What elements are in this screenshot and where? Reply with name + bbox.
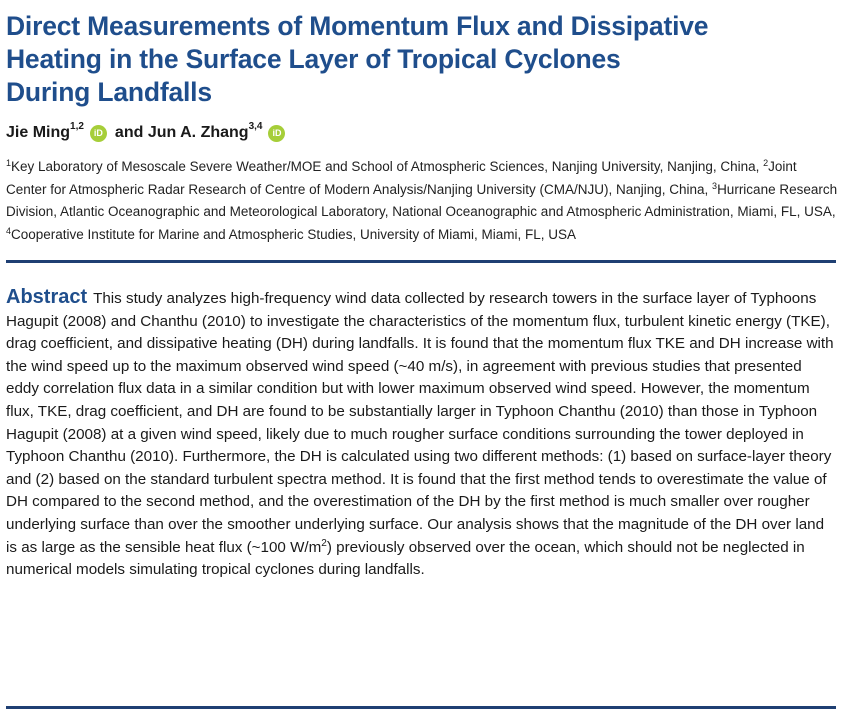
author-conjunction: and xyxy=(114,124,144,141)
affiliation-text: Key Laboratory of Mesoscale Severe Weather/MOE and School of Atmospheric Sciences, Nanjing University, Nanjing, China, xyxy=(11,159,764,174)
affiliation-sup: 1 xyxy=(6,158,12,168)
author-list: Jie Ming $^{1,2}$ iD and Jun A. Zhang $^{3,4}$ iD xyxy=(6,122,838,144)
author-name: Jun A. Zhang xyxy=(147,124,249,141)
affiliation-sup: 4 xyxy=(6,225,12,236)
affiliation-text: Hurricane Research Division, Atlantic Oceanographic and Meteorological Laboratory, National Oceanographic and Atmospheric Administration, Miami, FL, USA, xyxy=(6,181,838,219)
unit-superscript: 2 xyxy=(321,537,327,549)
paper-title xyxy=(6,10,838,109)
title-line-3: During Landfalls xyxy=(6,77,212,107)
abstract-section xyxy=(6,286,838,582)
affiliations xyxy=(6,156,838,246)
abstract-paragraph xyxy=(6,286,838,582)
author-name: Jie Ming xyxy=(6,124,71,141)
affiliation-text: Cooperative Institute for Marine and Atmospheric Studies, University of Miami, Miami, FL, USA xyxy=(11,226,576,242)
abstract-heading: Abstract xyxy=(6,286,88,308)
orcid-icon[interactable]: iD xyxy=(90,125,107,142)
paper-page xyxy=(6,0,838,582)
affiliation-text: Joint Center for Atmospheric Radar Research of Centre of Modern Analysis/Nanjing University (CMA/NJU), Nanjing, China, xyxy=(6,159,797,197)
abstract-body: This study analyzes high-frequency wind data collected by research towers in the surface layer of Typhoons Hagupit (2008) and Chanthu (2010) to investigate the characteristics of the momentum flux, turbulent kinetic energy (TKE), drag coefficient, and dissipative heating (DH) during landfalls. It is found that the momentum flux TKE and DH increase with the wind speed up to the maximum observed wind speed (~40 m/s), in agreement with previous studies that presented eddy correlation flux data in a similar condition but with lower maximum observed wind speed. However, the momentum flux, TKE, drag coefficient, and DH are found to be substantially larger in Typhoon Chanthu (2010) than those in Typhoon Hagupit (2008) at a given wind speed, likely due to much rougher surface conditions surrounding the tower deployed in Typhoon Chanthu (2010). Furthermore, the DH is calculated using two different methods: (1) based on surface-layer theory and (2) based on the standard turbulent spectra method. It is found that the first method tends to overestimate the value of DH compared to the second method, and the overestimation of the DH by the first method is much smaller over rougher underlying surface than over the smoother underlying surface. Our analysis shows that the magnitude of the DH over land is as large as the sensible heat flux (~100 W/m xyxy=(6,290,834,556)
abstract-body-end: ) previously observed over the ocean, which should not be neglected in numerical models simulating tropical cyclones during landfalls. xyxy=(6,538,805,579)
section-divider-bottom xyxy=(6,706,836,709)
title-line-2: Heating in the Surface Layer of Tropical Cyclones xyxy=(6,44,621,74)
orcid-icon[interactable]: iD xyxy=(268,125,285,142)
title-line-1: Direct Measurements of Momentum Flux and Dissipative xyxy=(6,11,709,41)
affiliation-sup: 2 xyxy=(763,158,769,168)
section-divider xyxy=(6,260,836,263)
affiliation-sup: 3 xyxy=(712,180,718,191)
